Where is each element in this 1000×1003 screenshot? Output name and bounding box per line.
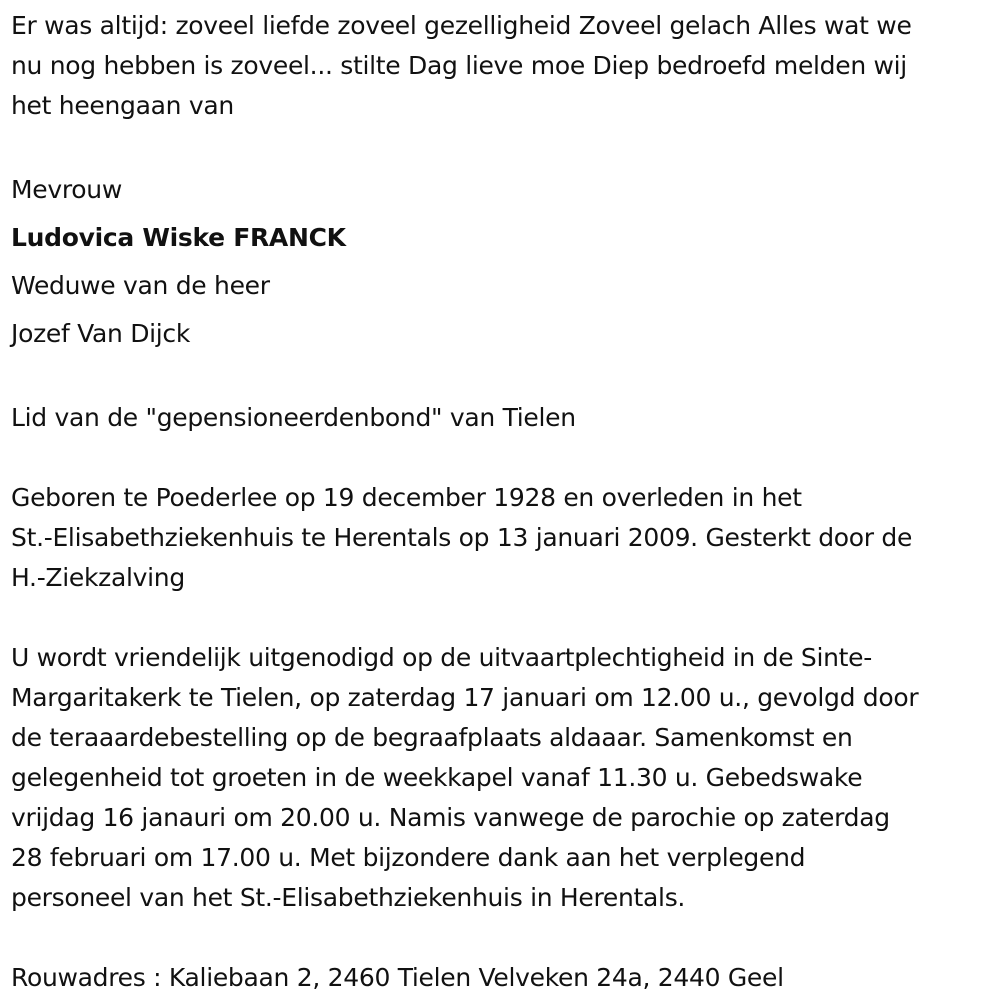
funeral-line: U wordt vriendelijk uitgenodigd op de uitvaartplechtigheid in de Sinte- [11,643,872,672]
intro-line: nu nog hebben is zoveel... stilte Dag lieve moe Diep bedroefd melden wij [11,51,907,80]
funeral-line: Margaritakerk te Tielen, op zaterdag 17 januari om 12.00 u., gevolgd door [11,683,919,712]
intro-paragraph [11,6,996,126]
title-prefix: Mevrouw [11,175,122,204]
widow-of: Weduwe van de heer [11,271,270,300]
address-paragraph [11,958,996,998]
obituary-document [11,6,996,998]
membership-paragraph [11,398,996,438]
mourning-address: Rouwadres : Kaliebaan 2, 2460 Tielen Velveken 24a, 2440 Geel [11,963,784,992]
funeral-line: 28 februari om 17.00 u. Met bijzondere dank aan het verplegend [11,843,806,872]
birth-death-line: Geboren te Poederlee op 19 december 1928 en overleden in het [11,483,802,512]
funeral-paragraph [11,638,996,918]
intro-line: het heengaan van [11,91,234,120]
funeral-line: personeel van het St.-Elisabethziekenhuis in Herentals. [11,883,686,912]
spouse-name: Jozef Van Dijck [11,319,191,348]
funeral-line: gelegenheid tot groeten in de weekkapel vanaf 11.30 u. Gebedswake [11,763,863,792]
birth-death-line: H.-Ziekzalving [11,563,185,592]
membership-line: Lid van de "gepensioneerdenbond" van Tielen [11,403,576,432]
deceased-name: Ludovica Wiske FRANCK [11,223,346,252]
birth-death-line: St.-Elisabethziekenhuis te Herentals op 13 januari 2009. Gesterkt door de [11,523,913,552]
birth-death-paragraph [11,478,996,598]
funeral-line: vrijdag 16 janauri om 20.00 u. Namis vanwege de parochie op zaterdag [11,803,890,832]
funeral-line: de teraaardebestelling op de begraafplaats aldaaar. Samenkomst en [11,723,853,752]
intro-line: Er was altijd: zoveel liefde zoveel gezelligheid Zoveel gelach Alles wat we [11,11,912,40]
